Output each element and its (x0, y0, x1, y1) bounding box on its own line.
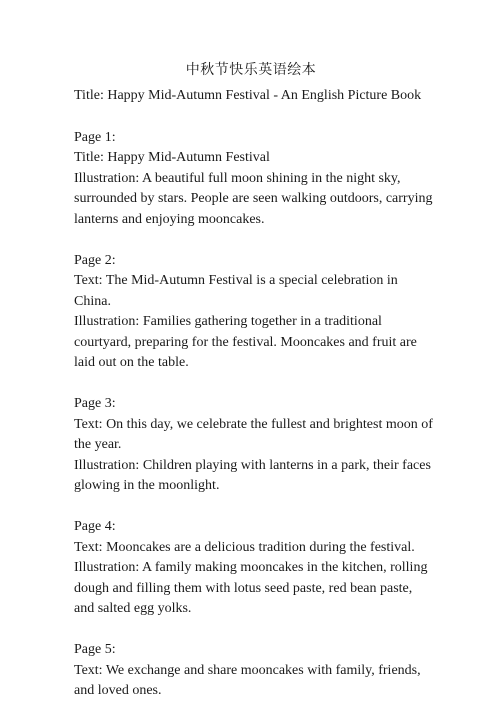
page-label: Page 2: (74, 252, 116, 268)
page-text: Text: The Mid-Autumn Festival is a special celebration in China. (74, 273, 398, 309)
page-label: Page 1: (74, 129, 116, 145)
page-text: Text: We exchange and share mooncakes with family, friends, and loved ones. (74, 662, 421, 698)
page-text: Title: Happy Mid-Autumn Festival (74, 150, 270, 165)
page-section-2 (74, 251, 434, 374)
page-text: Text: On this day, we celebrate the fullest and brightest moon of the year. (74, 416, 433, 452)
page-label: Page 4: (74, 519, 116, 534)
page-illustration: Illustration: Children playing with lanterns in a park, their faces glowing in the moonlight. (74, 457, 431, 493)
document-heading: 中秋节快乐英语绘本 (185, 62, 317, 78)
page-section-3 (74, 394, 434, 497)
page-illustration: Illustration: A family making mooncakes in the kitchen, rolling dough and filling them with lotus seed paste, red bean paste, and salted egg yolks. (74, 560, 428, 616)
page-section-1 (74, 128, 434, 231)
page-label: Page 5: (74, 642, 116, 657)
page-section-4 (74, 517, 434, 620)
spacer (74, 107, 434, 128)
page-illustration: Illustration: Families gathering together in a traditional courtyard, preparing for the festival. Mooncakes and fruit are laid out on the table. (74, 314, 417, 370)
page-illustration: Illustration: A beautiful full moon shining in the night sky, surrounded by stars. People are seen walking outdoors, carrying lanterns and enjoying mooncakes. (74, 170, 433, 227)
page-label: Page 3: (74, 396, 116, 411)
document-body (74, 86, 434, 702)
book-title-line: Title: Happy Mid-Autumn Festival - An English Picture Book (74, 88, 422, 103)
page-section-5 (74, 640, 434, 702)
page-text: Text: Mooncakes are a delicious tradition during the festival. (74, 539, 415, 555)
